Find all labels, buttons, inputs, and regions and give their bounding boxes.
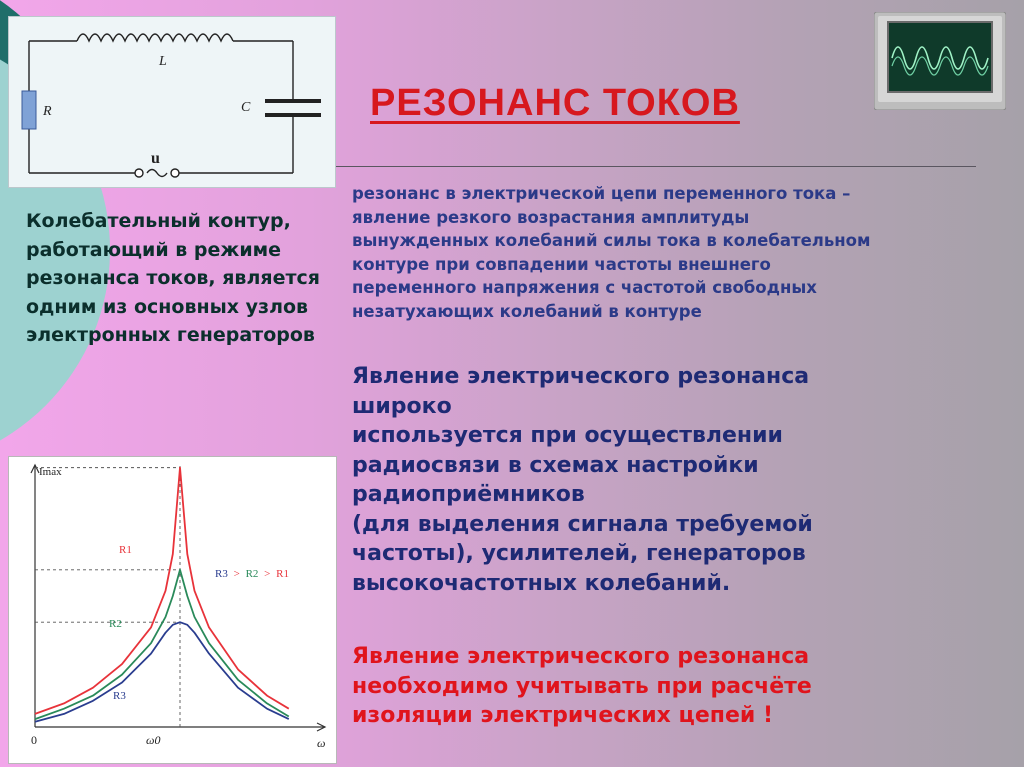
title-divider xyxy=(336,166,976,167)
usage-line: частоты), усилителей, генераторов xyxy=(352,541,806,566)
oscilloscope-svg xyxy=(874,12,1006,110)
definition-line: незатухающих колебаний в контуре xyxy=(352,301,702,321)
series-label-r1: R1 xyxy=(119,544,132,556)
label-u: u xyxy=(151,150,160,167)
usage-line: используется при осуществлении xyxy=(352,423,783,448)
definition-line: резонанс в электрической цепи переменного тока – xyxy=(352,184,851,203)
terminal-right xyxy=(171,169,179,177)
usage-text xyxy=(352,362,912,598)
label-C: C xyxy=(241,100,251,115)
description-line: Колебательный контур, xyxy=(26,210,291,232)
description-line: резонанса токов, является xyxy=(26,267,320,289)
circuit-svg xyxy=(9,17,335,187)
relation-gt-1: > xyxy=(233,568,240,580)
inductor-coil xyxy=(77,34,233,41)
description-line: одним из основных узлов xyxy=(26,295,309,318)
circuit-diagram xyxy=(8,16,336,188)
relation-r1: R1 xyxy=(276,568,289,580)
definition-text xyxy=(352,182,972,323)
usage-line: Явление электрического резонанса xyxy=(352,364,810,389)
relation-gt-2: > xyxy=(264,568,271,580)
warning-line: необходимо учитывать при расчёте xyxy=(352,673,812,699)
definition-line: вынужденных колебаний силы тока в колебательном xyxy=(352,231,871,250)
oscilloscope-image xyxy=(874,12,1006,110)
curve-r1 xyxy=(35,468,289,714)
warning-text xyxy=(352,642,912,731)
relation-legend xyxy=(215,568,289,580)
definition-line: переменного напряжения с частотой свободных xyxy=(352,278,817,297)
resonance-chart xyxy=(8,456,337,764)
usage-line: радиоприёмников xyxy=(352,482,585,507)
ac-source-symbol xyxy=(147,170,167,177)
relation-r3: R3 xyxy=(215,568,228,580)
label-L: L xyxy=(159,54,167,69)
terminal-left xyxy=(135,169,143,177)
description-line: работающий в режиме xyxy=(26,238,282,261)
x-tick-zero: 0 xyxy=(31,733,37,747)
series-label-r3: R3 xyxy=(113,690,126,702)
warning-line: изоляции электрических цепей ! xyxy=(352,703,773,728)
usage-line: (для выделения сигнала требуемой xyxy=(352,511,813,537)
usage-line: высокочастотных колебаний. xyxy=(352,570,731,596)
circuit-description xyxy=(26,207,386,350)
resistor xyxy=(22,91,36,129)
series-label-r2: R2 xyxy=(109,618,122,630)
capacitor-plate-top xyxy=(265,99,321,103)
description-line: электронных генераторов xyxy=(26,324,315,346)
curve-r3 xyxy=(35,622,289,722)
capacitor-plate-bottom xyxy=(265,113,321,117)
label-R: R xyxy=(43,104,52,119)
usage-line: широко xyxy=(352,393,452,419)
definition-line: явление резкого возрастания амплитуды xyxy=(352,207,750,227)
slide-title: РЕЗОНАНС ТОКОВ xyxy=(370,82,740,124)
x-axis-label: ω xyxy=(317,736,326,750)
relation-r2: R2 xyxy=(245,568,259,580)
usage-line: радиосвязи в схемах настройки xyxy=(352,452,759,478)
y-axis-label: Imax xyxy=(39,466,62,478)
warning-line: Явление электрического резонанса xyxy=(352,644,810,669)
definition-line: контуре при совпадении частоты внешнего xyxy=(352,254,771,274)
x-tick-omega0: ω0 xyxy=(146,733,161,747)
chart-svg xyxy=(9,457,336,763)
